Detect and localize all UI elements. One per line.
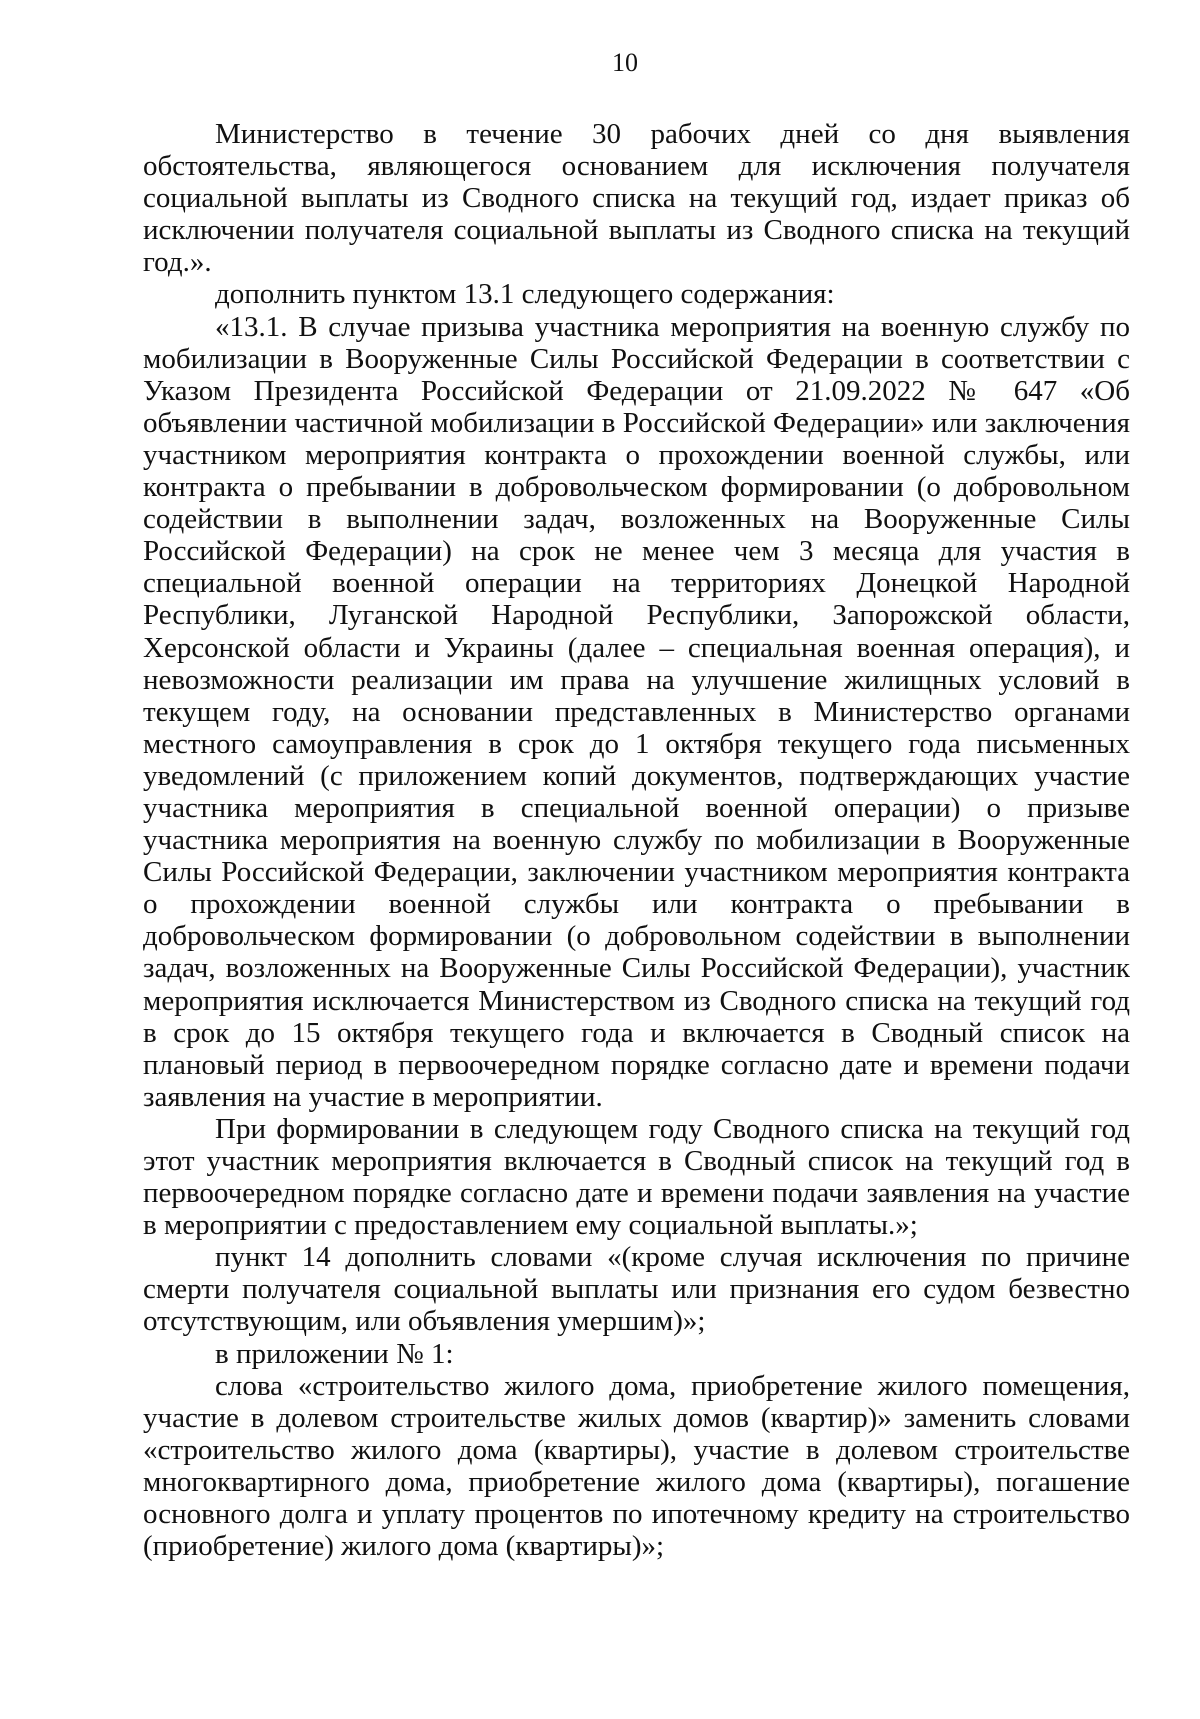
page-number: 10 bbox=[612, 48, 638, 77]
document-body bbox=[143, 118, 1130, 1562]
paragraph-clause-14: пункт 14 дополнить словами «(кроме случая исключения по причине смерти получателя социальной выплаты или признания его судом безвестно отсутствующим, или объявления умершим)»; bbox=[143, 1241, 1130, 1338]
paragraph-appendix-1: в приложении № 1: bbox=[215, 1337, 454, 1370]
paragraph-ministry-order: Министерство в течение 30 рабочих дней со дня выявления обстоятельства, являющегося основанием для исключения получателя социальной выплаты из Сводного списка на текущий год, издает приказ об исключении получателя социальной выплаты из Сводного списка на текущий год.». bbox=[143, 118, 1130, 279]
paragraph-replace-words: слова «строительство жилого дома, приобретение жилого помещения, участие в долевом строительстве жилых домов (квартир)» заменить словами «строительство жилого дома (квартиры), участие в долевом строительстве многоквартирного дома, приобретение жилого дома (квартиры), погашение основного долга и уплату процентов по ипотечному кредиту на строительство (приобретение) жилого дома (квартиры)»; bbox=[143, 1369, 1130, 1563]
paragraph-next-year-list: При формировании в следующем году Сводного списка на текущий год этот участник мероприятия включается в Сводный список на текущий год в первоочередном порядке согласно дате и времени подачи заявления на участие в мероприятии с предоставлением ему социальной выплаты.»; bbox=[143, 1112, 1130, 1242]
paragraph-clause-13-1: «13.1. В случае призыва участника мероприятия на военную службу по мобилизации в Вооруженные Силы Российской Федерации в соответствии с Указом Президента Российской Федерации от 21.09.2022 № 647 «Об объявлении частичной мобилизации в Российской Федерации» или заключения участником мероприятия контракта о прохождении военной службы, или контракта о пребывании в добровольческом формировании (о добровольном содействии в выполнении задач, возложенных на Вооруженные Силы Российской Федерации) на срок не менее чем 3 месяца для участия в специальной военной операции на территориях Донецкой Народной Республики, Луганской Народной Республики, Запорожской области, Херсонской области и Украины (далее – специальная военная операция), и невозможности реализации им права на улучшение жилищных условий в текущем году, на основании представленных в Министерство органами местного самоуправления в срок до 1 октября текущего года письменных уведомлений (с приложением копий документов, подтверждающих участие участника мероприятия в специальной военной операции) о призыве участника мероприятия на военную службу по мобилизации в Вооруженные Силы Российской Федерации, заключении участником мероприятия контракта о прохождении военной службы или контракта о пребывании в добровольческом формировании (о добровольном содействии в выполнении задач, возложенных на Вооруженные Силы Российской Федерации), участник мероприятия исключается Министерством из Сводного списка на текущий год в срок до 15 октября текущего года и включается в Сводный список на плановый период в первоочередном порядке согласно дате и времени подачи заявления на участие в мероприятии. bbox=[143, 310, 1130, 1113]
paragraph-add-clause: дополнить пунктом 13.1 следующего содержания: bbox=[215, 278, 835, 311]
